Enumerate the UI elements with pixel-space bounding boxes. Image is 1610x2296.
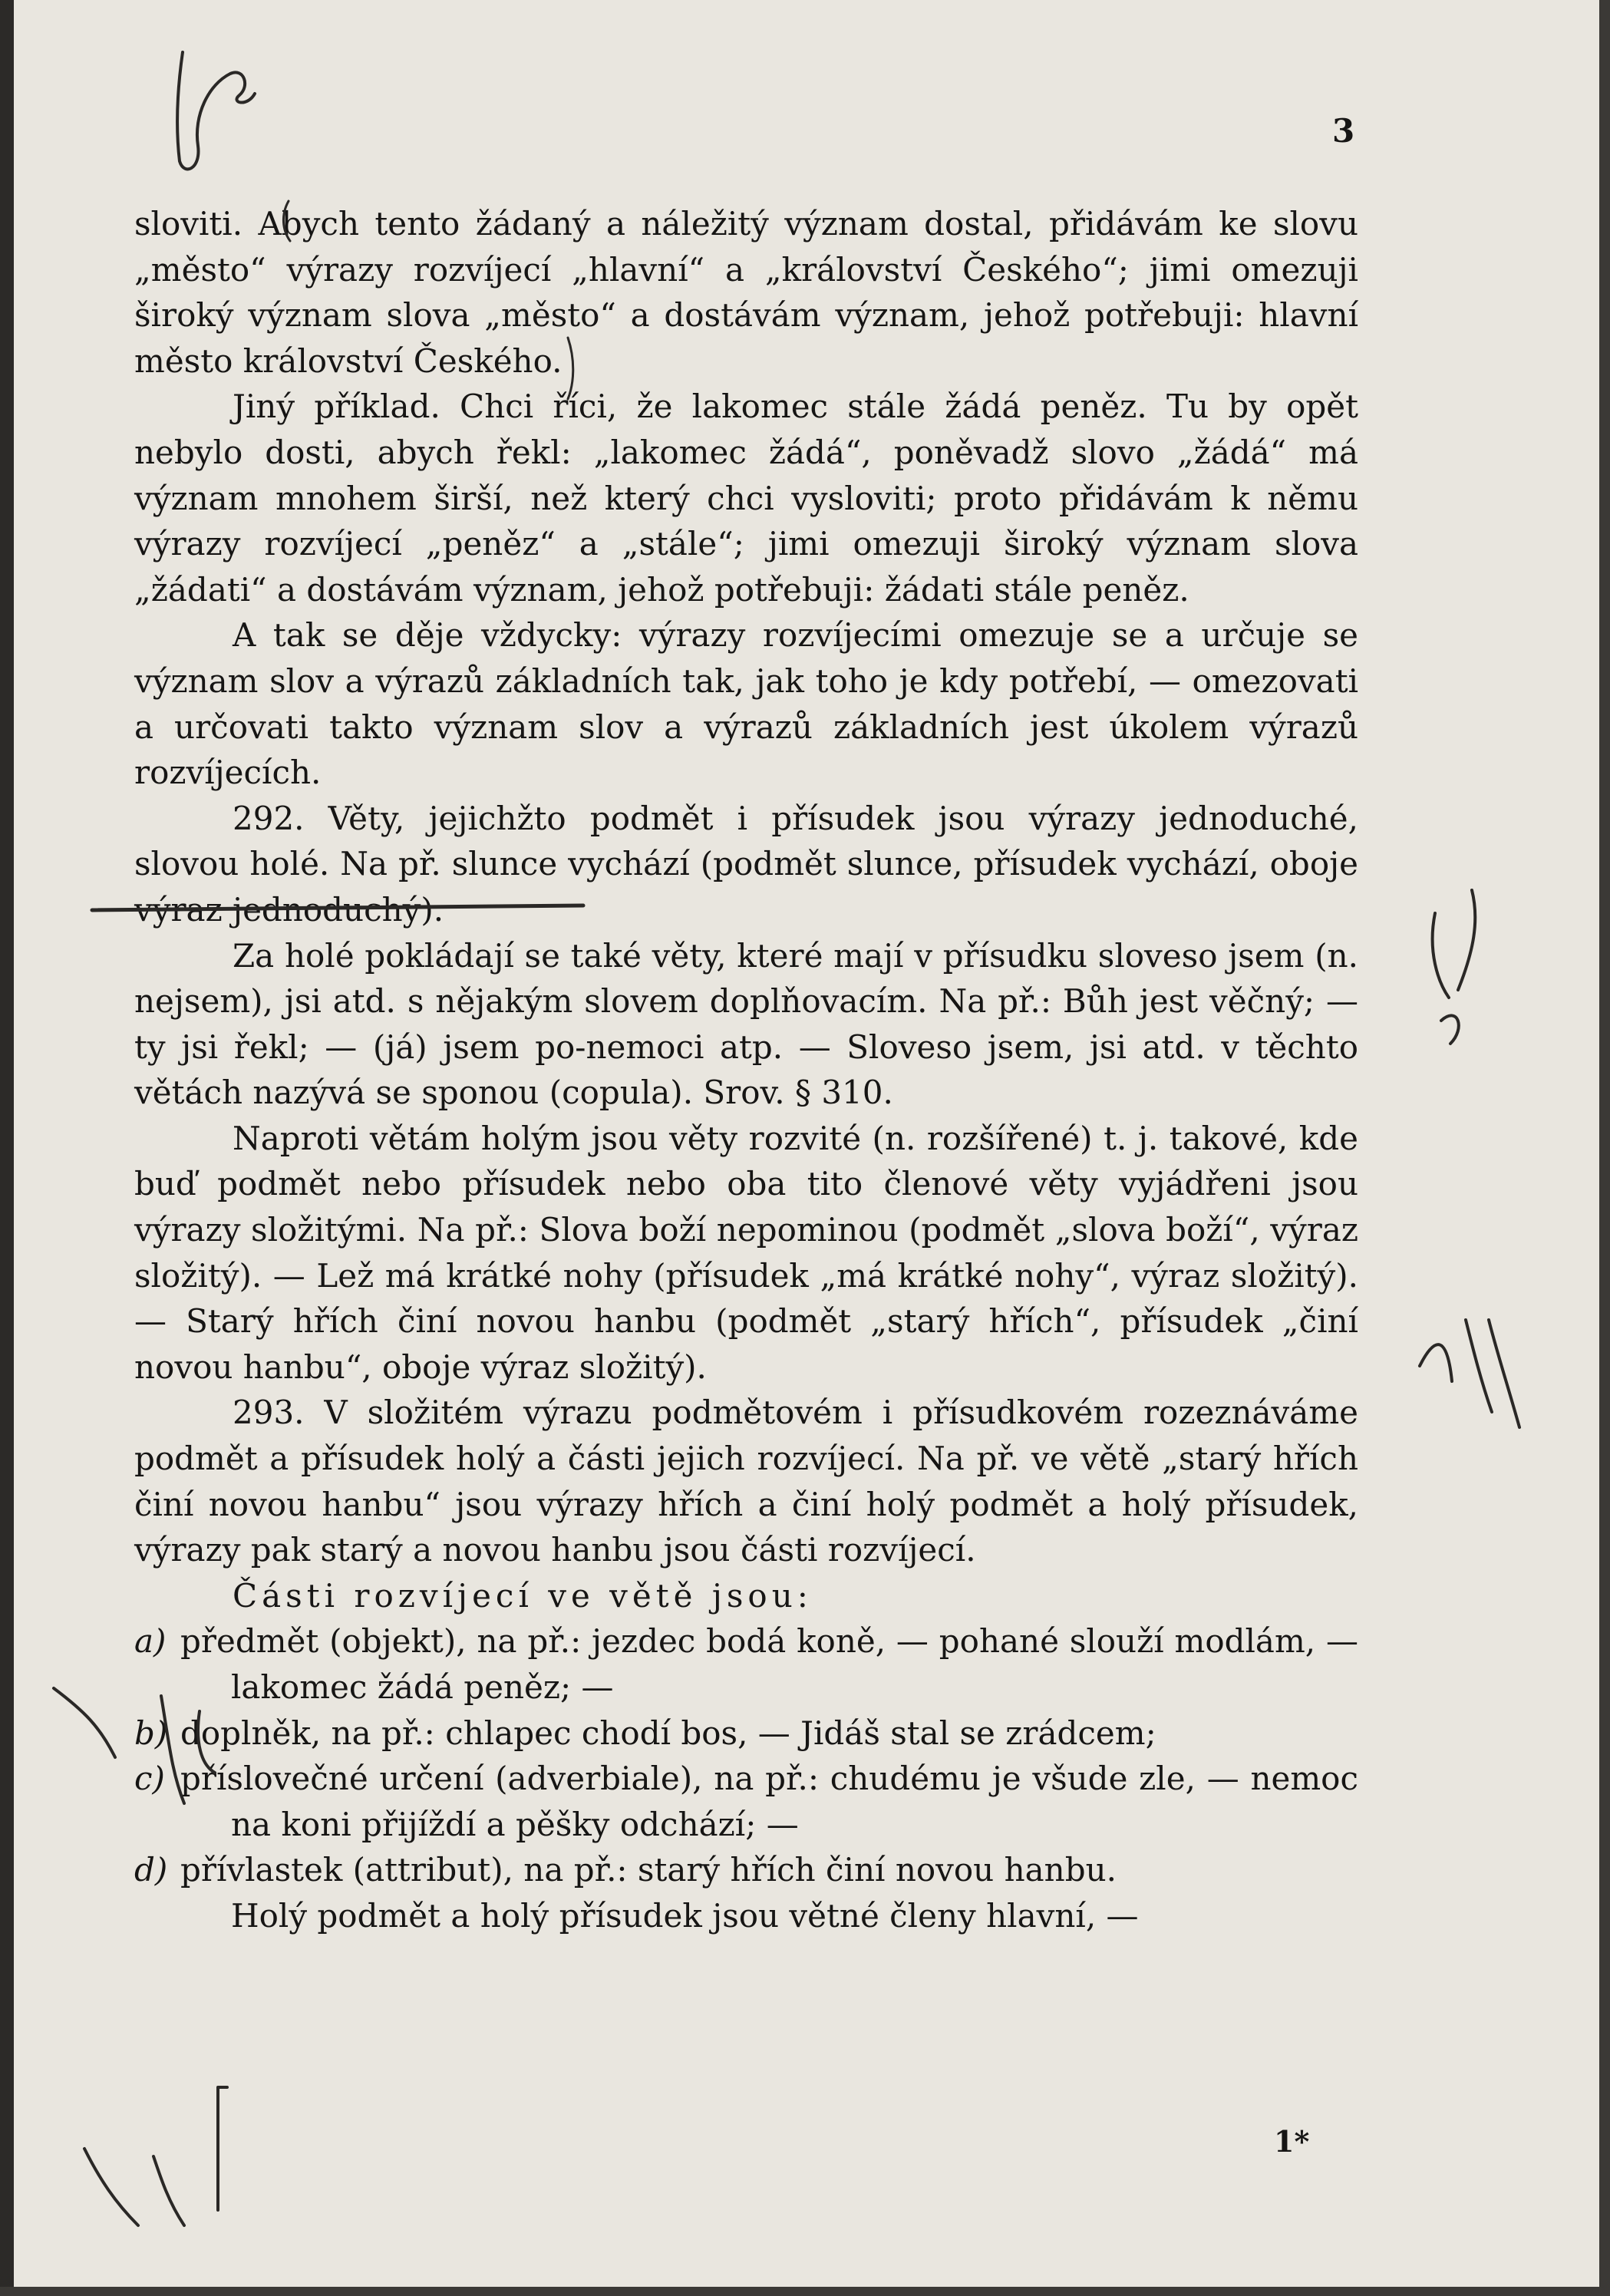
list-item-label: b) xyxy=(134,1714,168,1752)
page-number: 3 xyxy=(1332,112,1355,150)
pencil-mark-top-left xyxy=(177,52,255,169)
list-item xyxy=(134,1847,1358,1893)
pencil-bracket-left-list xyxy=(218,2087,227,2210)
paragraph-holé-věty: Za holé pokládají se také věty, které mají v přísudku sloveso jsem (n. nejsem), jsi atd. s nějakým slovem doplňovacím. Na př.: Bůh jest věčný; — ty jsi řekl; — (já) jsem po-nemoci atp. — Sloveso jsem, jsi atd. v těchto větách nazývá se sponou (copula). Srov. § 310. xyxy=(134,936,1358,1112)
paragraph-1: sloviti. Abych tento žádaný a náležitý význam dostal, přidávám ke slovu „město“ výrazy rozvíjecí „hlavní“ a „království Českého“; jimi omezuji široký význam slova „město“ a dostávám význam, jehož potřebuji: hlavní město království Českého. xyxy=(134,205,1358,380)
pencil-margin-note-bottom-left xyxy=(84,2149,184,2225)
list-item-label: a) xyxy=(134,1622,167,1661)
paragraph-rozvité-věty: Naproti větám holým jsou věty rozvité (n. rozšířené) t. j. takové, kde buď podmět nebo přísudek nebo oba tito členové věty vyjádřeni jsou výrazy složitými. Na př.: Slova boží nepominou (podmět „slova boží“, výraz složitý). — Lež má krátké nohy (přísudek „má krátké nohy“, výraz složitý). — Starý hřích činí novou hanbu (podmět „starý hřích“, přísudek „činí novou hanbu“, oboje výraz složitý). xyxy=(134,1119,1358,1386)
page-edge-bottom xyxy=(0,2287,1610,2296)
body-text xyxy=(134,201,1358,1939)
list-item-text: předmět (objekt), na př.: jezdec bodá koně, — pohané slouží modlám, — lakomec žádá peněz; — xyxy=(180,1622,1358,1706)
pencil-margin-note-right-2 xyxy=(1420,1320,1519,1427)
section-292: 292. Věty, jejichžto podmět i přísudek jsou výrazy jednoduché, slovou holé. Na př. slunce vychází (podmět slunce, přísudek vychází, oboje výraz jednoduchý). xyxy=(134,799,1358,929)
list-item xyxy=(134,1756,1358,1847)
paragraph-2: Jiný příklad. Chci říci, že lakomec stále žádá peněz. Tu by opět nebylo dosti, abych řekl: „lakomec žádá“, poněvadž slovo „žádá“ má význam mnohem širší, než který chci vysloviti; proto přidávám k němu výrazy rozvíjecí „peněz“ a „stále“; jimi omezuji široký význam slova „žádati“ a dostávám význam, jehož potřebuji: žádati stále peněz. xyxy=(134,388,1358,609)
closing-line: Holý podmět a holý přísudek jsou větné členy hlavní, — xyxy=(231,1896,1139,1935)
list-item-text: doplněk, na př.: chlapec chodí bos, — Jidáš stal se zrádcem; xyxy=(180,1714,1156,1752)
list-item-label: d) xyxy=(134,1851,168,1889)
list-item xyxy=(134,1710,1358,1757)
list-item-label: c) xyxy=(134,1760,165,1798)
page-edge-right xyxy=(1599,0,1610,2296)
pencil-margin-note-right-1 xyxy=(1433,890,1476,1044)
list-item-text: příslovečné určení (adverbiale), na př.: chudému je všude zle, — nemoc na koni přijíždí a pěšky odchází; — xyxy=(180,1760,1358,1843)
section-293: 293. V složitém výrazu podmětovém i přísudkovém rozeznáváme podmět a přísudek holý a části jejich rozvíjecí. Na př. ve větě „starý hřích činí novou hanbu“ jsou výrazy hřích a činí holý podmět a holý přísudek, výrazy pak starý a novou hanbu jsou části rozvíjecí. xyxy=(134,1394,1358,1569)
list-heading: Části rozvíjecí ve větě jsou: xyxy=(233,1576,813,1615)
list-item xyxy=(134,1618,1358,1710)
paragraph-3: A tak se děje vždycky: výrazy rozvíjecími omezuje se a určuje se význam slov a výrazů základních tak, jak toho je kdy potřebí, — omezovati a určovati takto význam slov a výrazů základních jest úkolem výrazů rozvíjecích. xyxy=(134,616,1358,792)
page-edge-left xyxy=(0,0,14,2296)
list-item-text: přívlastek (attribut), na př.: starý hřích činí novou hanbu. xyxy=(180,1851,1117,1889)
signature-mark: 1* xyxy=(1274,2124,1310,2159)
